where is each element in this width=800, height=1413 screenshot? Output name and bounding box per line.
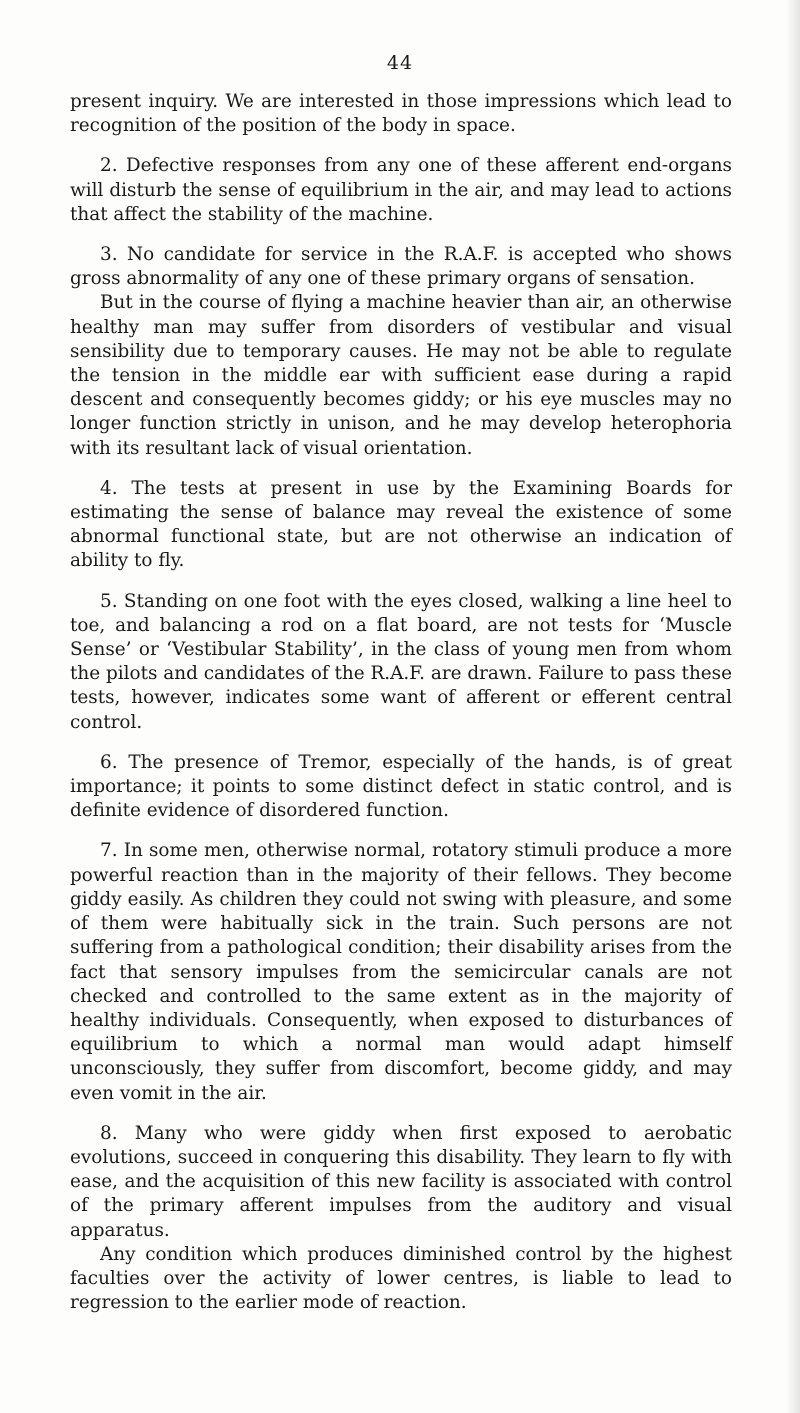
paragraph-3: 3. No candidate for service in the R.A.F. is accepted who shows gross abnormality of any one of these primary organs of sensation. (70, 244, 732, 290)
paragraph-8: 8. Many who were giddy when first exposed to aerobatic evolutions, succeed in conquering this disability. They learn to fly with ease, and the acquisition of this new facility is associated with control of the primary afferent impulses from the auditory and visual apparatus. (70, 1122, 732, 1241)
paragraph-5: 5. Standing on one foot with the eyes closed, walking a line heel to toe, and balancing a rod on a flat board, are not tests for ‘Muscle Sense’ or ‘Vestibular Stability’, in the class of young men from whom the pilots and candidates of the R.A.F. are drawn. Failure to pass these tests, however, indicates some want of afferent or efferent central control. (70, 590, 732, 733)
paragraph-continuation: present inquiry. We are interested in those impressions which lead to recognition of the position of the body in space. (70, 91, 732, 137)
body-text (70, 90, 732, 1315)
paragraph-8-continued: Any condition which produces diminished control by the highest faculties over the activity of lower centres, is liable to lead to regression to the earlier mode of reaction. (70, 1243, 732, 1314)
paragraph-2: 2. Defective responses from any one of these afferent end-organs will disturb the sense of equilibrium in the air, and may lead to actions that affect the stability of the machine. (70, 155, 732, 225)
page-number: 44 (386, 52, 414, 74)
paragraph-6: 6. The presence of Tremor, especially of the hands, is of great importance; it points to some distinct defect in static control, and is definite evidence of disordered function. (70, 751, 732, 822)
paragraph-4: 4. The tests at present in use by the Examining Boards for estimating the sense of balance may reveal the existence of some abnormal functional state, but are not otherwise an indication of ability to fly. (70, 477, 732, 572)
paragraph-3-continued: But in the course of flying a machine heavier than air, an otherwise healthy man may suffer from disorders of vestibular and visual sensibility due to temporary causes. He may not be able to regulate the tension in the middle ear with sufficient ease during a rapid descent and consequently becomes giddy; or his eye muscles may no longer function strictly in unison, and he may develop heterophoria with its resultant lack of visual orientation. (70, 292, 732, 459)
paragraph-7: 7. In some men, otherwise normal, rotatory stimuli produce a more powerful reaction than in the majority of their fellows. They become giddy easily. As children they could not swing with pleasure, and some of them were habitually sick in the train. Such persons are not suffering from a pathological condition; their disability arises from the fact that sensory impulses from the semicircular canals are not checked and controlled to the same extent as in the majority of healthy individuals. Consequently, when exposed to disturbances of equilibrium to which a normal man would adapt himself unconsciously, they suffer from discomfort, become giddy, and may even vomit in the air. (70, 840, 732, 1104)
page-edge-shadow (786, 0, 800, 1413)
